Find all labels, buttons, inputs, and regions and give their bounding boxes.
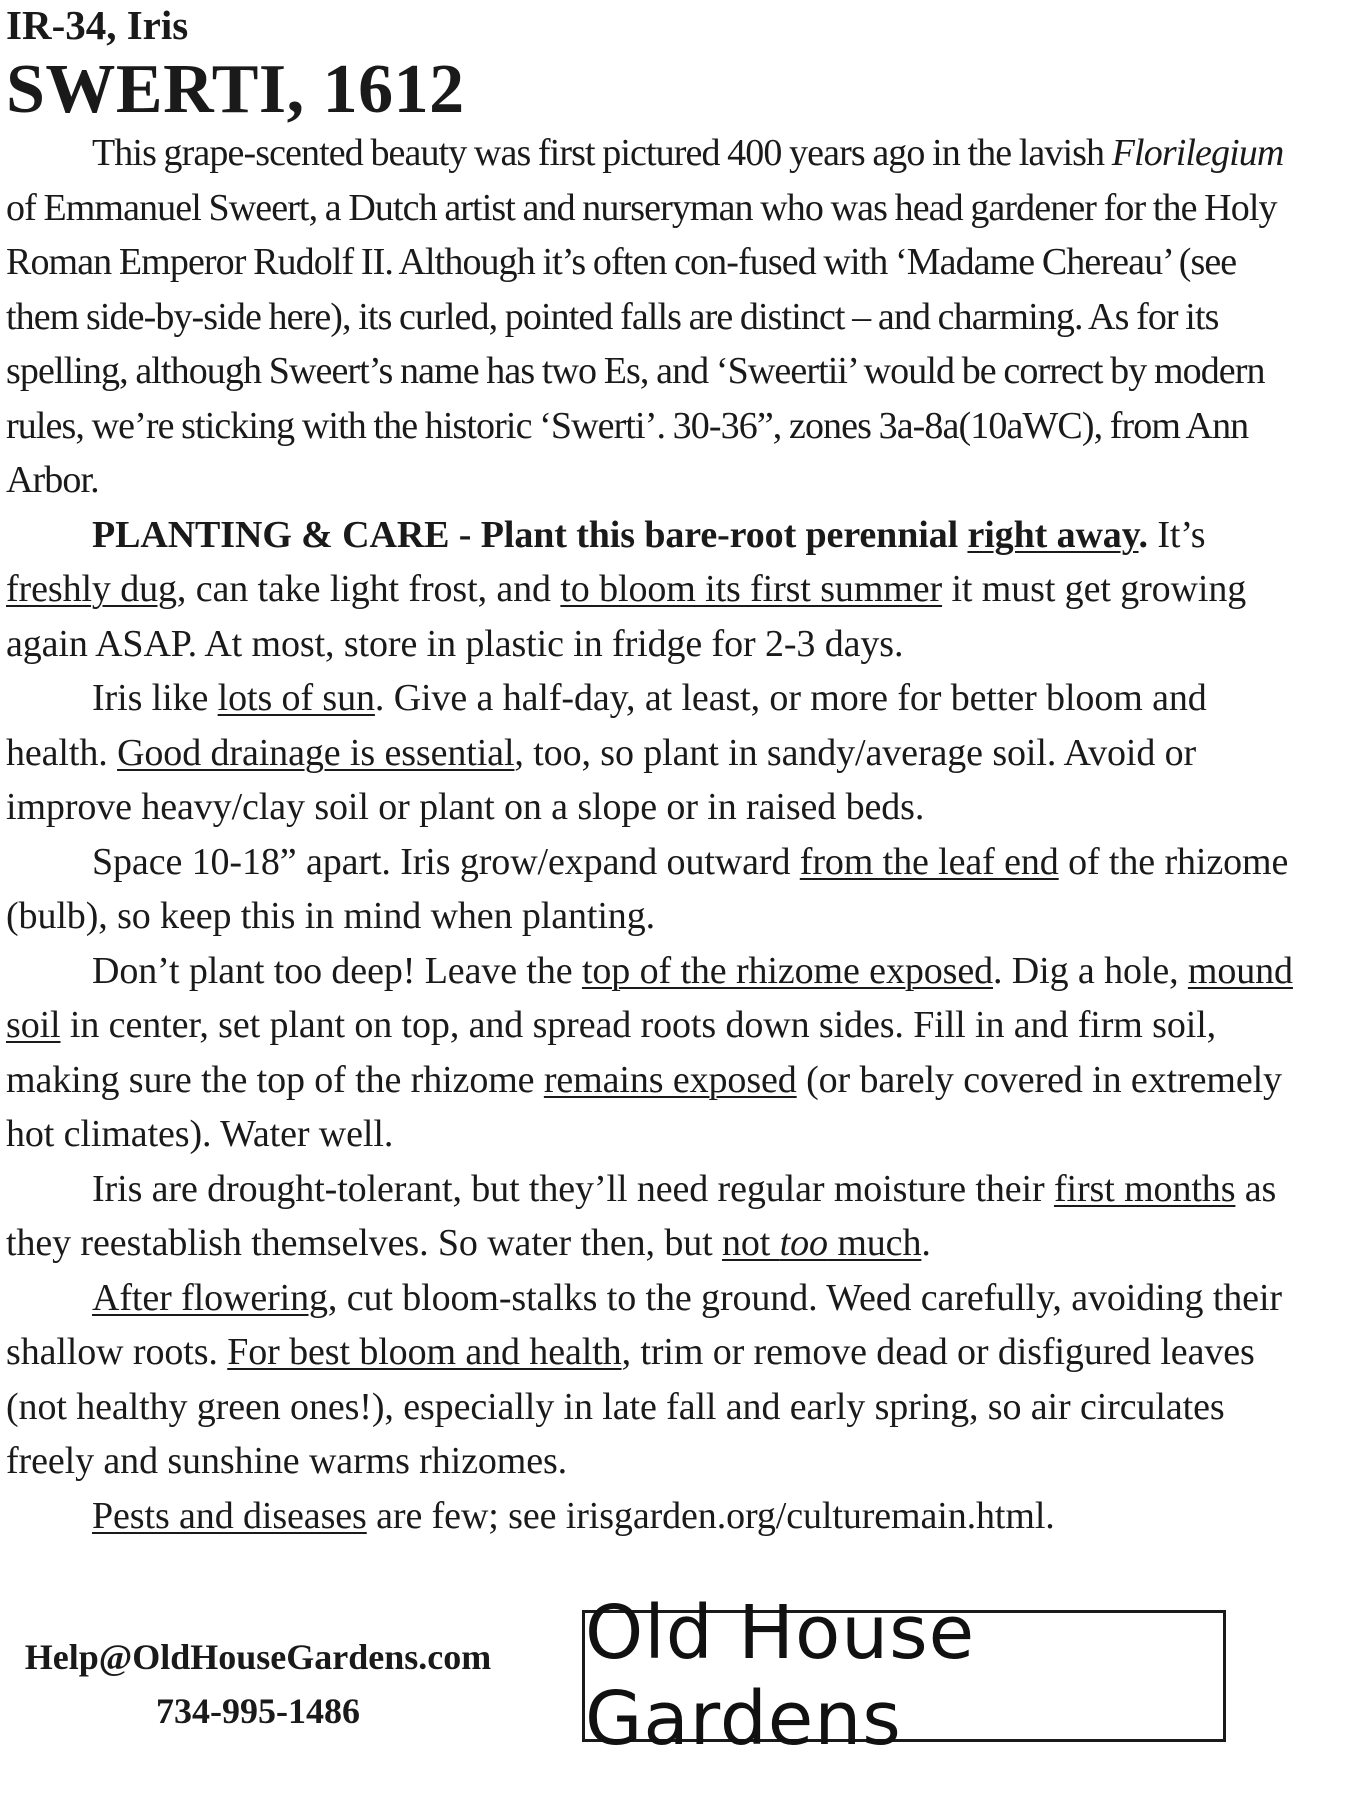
care-text: , cut bloom-stalks to the ground. Weed carefully, avoiding their shallow roots. bbox=[6, 1276, 1282, 1373]
page-title: SWERTI, 1612 bbox=[6, 51, 465, 128]
care-underlined: For best bloom and health bbox=[227, 1331, 622, 1373]
care-underlined: Pests and diseases bbox=[92, 1494, 367, 1537]
care-text: Iris like bbox=[92, 677, 218, 719]
care-text: as they reestablish themselves. So water then, but bbox=[6, 1167, 1277, 1264]
footer bbox=[0, 1590, 1350, 1770]
care-text: in center, set plant on top, and spread roots down sides. Fill in and firm soil, making sure the top of the rhizome bbox=[6, 1004, 1217, 1101]
care-underlined-part: much bbox=[827, 1222, 922, 1264]
care-text: . bbox=[921, 1222, 931, 1264]
logo-box bbox=[582, 1590, 1226, 1762]
care-text: , trim or remove dead or disfigured leaves (not healthy green ones!), especially in late fall and early spring, so air circulates freely and sunshine warms rhizomes. bbox=[6, 1331, 1255, 1482]
care-text: , too, so plant in sandy/average soil. Avoid or improve heavy/clay soil or plant on a slope or in raised beds. bbox=[6, 731, 1197, 828]
care-heading-underlined: right away bbox=[967, 513, 1139, 556]
care-text: It’s bbox=[1147, 513, 1206, 556]
care-text: are few; see irisgarden.org/culturemain.html. bbox=[366, 1494, 1055, 1537]
care-text: Don’t plant too deep! Leave the bbox=[92, 949, 582, 992]
contact-email[interactable]: Help@OldHouseGardens.com bbox=[24, 1637, 492, 1677]
care-italic-too: too bbox=[779, 1222, 828, 1264]
item-code: IR-34, Iris bbox=[6, 2, 189, 48]
care-text: (or barely covered in extremely hot climates). Water well. bbox=[6, 1058, 1282, 1155]
catalog-sheet bbox=[6, 0, 1296, 1543]
brand-logo: Old House Gardens bbox=[585, 1590, 976, 1762]
care-text: . Dig a hole, bbox=[993, 949, 1188, 992]
care-paragraph-sun bbox=[6, 671, 1296, 835]
care-paragraph-after-flowering bbox=[6, 1271, 1296, 1489]
care-text: Space 10-18” apart. Iris grow/expand outward bbox=[92, 840, 800, 883]
care-text: it must get growing again ASAP. At most, store in plastic in fridge for 2-3 days. bbox=[6, 568, 1247, 665]
care-heading-text: PLANTING & CARE - Plant this bare-root perennial bbox=[92, 513, 968, 556]
care-paragraph-water bbox=[6, 1162, 1296, 1271]
desc-italic-title: Florilegium bbox=[1111, 132, 1284, 174]
care-underlined: freshly dug bbox=[6, 568, 177, 610]
care-underlined: first months bbox=[1053, 1167, 1236, 1210]
care-text: . Give a half-day, at least, or more for better bloom and health. bbox=[6, 677, 1207, 774]
care-underlined: After flowering bbox=[92, 1276, 328, 1319]
desc-text-1: This grape-scented beauty was first pictured 400 years ago in the lavish bbox=[92, 132, 1112, 174]
care-underlined: to bloom its first summer bbox=[560, 568, 943, 610]
desc-text-2: of Emmanuel Sweert, a Dutch artist and nurseryman who was head gardener for the Holy Roman Emperor Rudolf II. Although it’s often con-fused with ‘Madame Chereau’ (see them side-by-side here), its curled, pointed falls are distinct – and charming. As for its spelling, although Sweert’s name has two Es, and ‘Sweertii’ would be correct by modern rules, we’re sticking with the historic ‘Swerti’. 30-36”, zones 3a-8a(10aWC), from Ann Arbor. bbox=[6, 186, 1277, 501]
care-underlined: remains exposed bbox=[543, 1058, 797, 1101]
care-text: of the rhizome (bulb), so keep this in mind when planting. bbox=[6, 840, 1289, 937]
care-underlined bbox=[722, 1222, 921, 1264]
care-underlined-part: not bbox=[721, 1222, 780, 1264]
care-underlined: from the leaf end bbox=[799, 840, 1059, 883]
care-paragraph-spacing bbox=[6, 835, 1296, 944]
care-paragraph-planting bbox=[6, 508, 1296, 672]
contact-block bbox=[8, 1630, 508, 1738]
care-heading-end: . bbox=[1138, 513, 1148, 556]
care-paragraph-pests bbox=[6, 1489, 1296, 1544]
description-paragraph bbox=[6, 126, 1296, 508]
care-underlined: mound soil bbox=[6, 949, 1293, 1046]
care-underlined: top of the rhizome exposed bbox=[581, 949, 993, 992]
care-text: , can take light frost, and bbox=[176, 568, 561, 610]
care-text: Iris are drought-tolerant, but they’ll need regular moisture their bbox=[92, 1167, 1054, 1210]
care-underlined: Good drainage is essential bbox=[117, 731, 515, 774]
care-underlined: lots of sun bbox=[217, 677, 375, 719]
care-heading bbox=[92, 514, 1148, 556]
care-paragraph-depth bbox=[6, 944, 1296, 1162]
contact-phone[interactable]: 734-995-1486 bbox=[156, 1691, 360, 1731]
